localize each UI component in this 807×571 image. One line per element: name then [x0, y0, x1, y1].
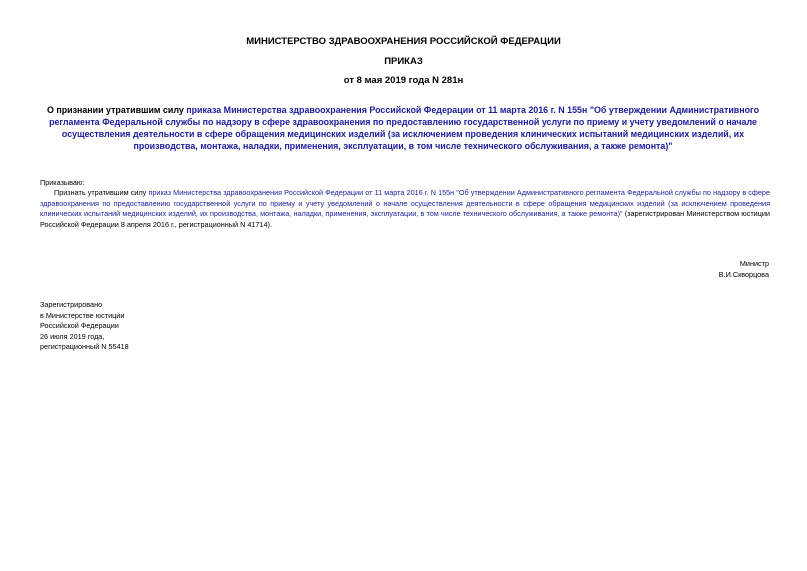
- signatory-name: В.И.Скворцова: [718, 269, 769, 279]
- registration-line: регистрационный N 55418: [40, 342, 129, 352]
- registration-line: Российской Федерации: [40, 321, 119, 331]
- paragraph-prefix: Признать утратившим силу: [54, 188, 149, 197]
- registration-line: 26 июля 2019 года,: [40, 331, 105, 341]
- order-paragraph: [40, 188, 770, 230]
- registration-block: [40, 300, 129, 353]
- title-prefix: О признании утратившим силу: [46, 105, 187, 115]
- ministry-heading: МИНИСТЕРСТВО ЗДРАВООХРАНЕНИЯ РОССИЙСКОЙ ФЕДЕРАЦИИ: [246, 36, 561, 47]
- signatory-position: Министр: [739, 259, 769, 268]
- paragraph-suffix: (зарегистрирован Министерством юстиции Российской Федерации 8 апреля 2016 г., регистрационный N 41714).: [40, 209, 770, 229]
- title-reference-link[interactable]: приказа Министерства здравоохранения Российской Федерации от 11 марта 2016 г. N 155н "Об утверждении Административного регламента Федеральной службы по надзору в сфере здравоохранения по предоставлению государственной услуги по приему и учету уведомлений о начале осуществления деятельности в сфере обращения медицинских изделий (за исключением проведения клинических испытаний медицинских изделий, их производства, монтажа, наладки, применения, эксплуатации, в том числе технического обслуживания, а также ремонта)": [49, 105, 760, 151]
- paragraph-reference-link[interactable]: приказ Министерства здравоохранения Российской Федерации от 11 марта 2016 г. N 155н "Об утверждении Административного регламента Федеральной службы по надзору в сфере здравоохранения по предоставлению государственной услуги по приему и учету уведомлений о начале осуществления деятельности в сфере обращения медицинских изделий (за исключением проведения клинических испытаний медицинских изделий, их производства, монтажа, наладки, применения, эксплуатации, в том числе технического обслуживания, а также ремонта)": [40, 188, 770, 219]
- document-title: [44, 104, 762, 152]
- registration-line: Зарегистрировано: [40, 300, 103, 309]
- document-date-number: от 8 мая 2019 года N 281н: [343, 75, 464, 86]
- signature-block: [719, 259, 769, 280]
- ordering-clause: Приказываю:: [40, 178, 85, 187]
- registration-line: в Министерстве юстиции: [40, 310, 125, 320]
- document-type-heading: ПРИКАЗ: [384, 56, 423, 67]
